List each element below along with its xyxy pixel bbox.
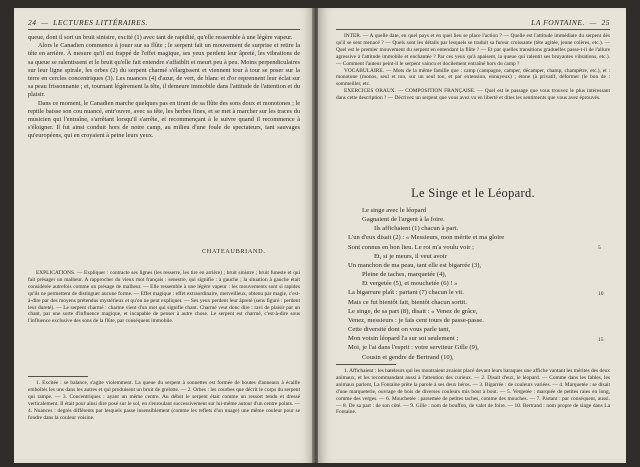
left-footnotes [28,380,300,421]
right-page-number: 25 [601,18,610,27]
poem-line: Cousin et gendre de Bertrand (10), [362,353,454,361]
poem-line: Le singe avec le léopard [362,207,427,214]
right-page [318,8,626,463]
poem-line: Gagnaient de l'argent à la foire. [362,216,445,224]
poem-line: Ils affichaient (1) chacun à part. [374,225,459,233]
left-footnotes-text: 1. Excitée : se balance, s'agite violemment. La queue du serpent à sonnettes est formée de boutes d'anneaux à écaille emboîtés les uns dans les autres et qui produisent un bruit de grelotte. — 2. Orbes : les courbes que décrit le corps du serpent qui rampe. — 3. Concentriques : ayant un même centre. Au début le serpent était comme un ressort tendu et dressé verticalement. Il était pour ainsi dire posé sur le sol, en s'enroulant successivement sur lui-même autour d'un centre points. — 4. Nuances : degrés différents par lesquels passe insensiblement (comme les reflets d'un nuage) une même couleur pour se fondre dans la couleur voisine. [28,380,300,421]
poem-line: Et vergetée (5), et mouchetée (6) ! » [362,280,458,288]
poem-line: Venez, messieurs : je fais cent tours de passe-passe. [348,316,484,324]
left-exercise-text: EXPLICATIONS. — Expliquer : contracte ses lignes (les resserre, les tire en arrière) ; bruit sinistre ; bruit funeste et qui fait présager un malheur. A rapprocher du vieux mot français : senestre, qui signifie : à gauche ; la situation à gauche était considérée autrefois comme un présage de malheur. — Elle ressemble à une légère vapeur : les mouvements sont si rapides qu'ils ne permettent de distinguer aucune forme. — Effet magique : effet extraordinaire, merveilleux, obtenu par magie, c'est-à-dire par des moyens prétendus mystérieux et qu'on ne peut expliquer. — Ses yeux perdent leur âpreté (sens figuré : perdent leur dureté). — Le serpent charmé : charme vient d'un mot qui signifie chant. Charmé veut donc dire : ravi de plaisir par un chant, par une sorte d'influence magique, et incapable de penser à autre chose. Le serpent est charmé, c'est-à-dire sous l'influence exclusive des sons de la flûte, par conséquent immobile. [28,270,300,325]
left-page-number: 24 [28,18,37,27]
right-vocabulary: VOCABULAIRE. — Mots de la même famille que : camp (campagne, camper, décamper, champ, champêtre, etc.), et : monotone (monos, seul et ton, sur un seul ton, et par extension, ennuyeux) ; étone (à privatif, déformer (le bon de : sommeiller, etc. [336,67,610,88]
left-running-title: LECTURES LITTÉRAIRES. [53,18,148,27]
author-signature: CHATEAUBRIAND. [202,248,266,255]
right-footnotes-text: 1. Affichaient : les bateleurs qui les montraient avaient placé devant leurs baraques une affiche vantant les mérites des deux animaux, et les recommandant aussi à l'attention des curieux. — 2. Disait d'eux, le léopard. — Comme dans les fables, les animaux parlent, La Fontaine prête la parole à ses deux héros. — 3. Bigarrée : de couleurs variées. — 4. Marquetée : se disait d'une marqueterie, ouvrage de bois de diverses couleurs mis bout à bout. — 5. Vergetée : marquée de petites raies en long, comme des verges. — 6. Mouchetée : parsemée de petites taches, comme des mouches. — 7. Partant : par conséquent, aussi. — 8. De sa part : de son côté. — 9. Gille : nom de bouffon, de valet de foire. — 10. Bertrand : nom propre de singe dans La Fontaine. [336,368,610,416]
poem-line: Un manchon de ma peau, tant elle est bigarrée (3), [348,261,482,269]
right-footnote-rule [336,364,396,365]
left-footnote-rule [28,376,88,377]
poem-line: Moi, je l'ai dans l'esprit : votre serviteur Gille (9), [348,344,479,352]
poem-line: Le singe, de sa part (8), disait : « Venez de grâce, [348,307,478,315]
right-footnotes [336,368,610,416]
left-exercise-block [28,270,300,325]
poem-line: L'un d'eux disait (2) : « Messieurs, mon mérite et ma gloire [348,234,505,242]
right-intro-block [336,33,610,102]
left-paragraph-3: Dans ce moment, le Canadien marche quelques pas en tirant de sa flûte des sons doux et monotones ; le reptile baisse son cou nuancé, entr'ouvre, avec sa tête, les herbes fines, et se met à marcher sur les traces du musicien qui l'entraîne, s'arrêtant lorsqu'il s'arrête, et recommençant à le suivre quand il recommence à s'éloigner. Il fut ainsi conduit hors de notre camp, au milieu d'une foule de spectateurs, tant sauvages qu'européens, qui en croyaient à peine leurs yeux. [28,99,300,140]
poem-line: Cette diversité dont on vous parle tant, [348,326,450,334]
poem-title: Le Singe et le Léopard. [411,186,535,200]
poem-line: La bigarrure plaît : partant (7) chacun le vit. [348,289,464,297]
right-running-title: LA FONTAINE. [531,18,585,27]
poem-line: Pleine de taches, marquetée (4), [362,271,447,279]
line-number-15: 15 [598,337,604,343]
poem-line: Mais ce fut bientôt fait, bientôt chacun sortit. [348,298,467,306]
poem-line: Mon voisin léopard l'a sur soi seulement ; [348,335,459,343]
left-head-rule [28,29,300,30]
line-number-10: 10 [598,291,604,297]
right-head-rule [336,29,610,30]
right-exercises: EXERCICES ORAUX. — COMPOSITION FRANÇAISE. — Quel est le passage que vous trouvez le plus intéressant dans cette description ? — Décrivez un serpent que vous avez vu en liberté et dites les sentiments que vous avez éprouvés. [336,88,610,102]
poem-body [348,206,610,362]
left-paragraph-1: queue, dont il sort un bruit sinistre, excité (1) avec tant de rapidité, qu'elle ressemble à une légère vapeur. [28,34,293,41]
left-running-head: 24 — LECTURES LITTÉRAIRES. [28,18,148,27]
right-intro-questions: INTER. — A quelle date, en quel pays et en quel lieu se place l'action ? — Quelle est l'attitude immédiate du serpent dès qu'il se sent menacé ? — Quels sont les détails par lesquels se traduit sa fureur croissante (tête agitée, jeune colères, etc.). — Quel est le premier mouvement du serpent en entendant la flûte ? — Et par quelles transitions graduelles passe-t-il de l'allure agressive à l'attitude immobile et enchantée ? Par ces yeux qu'à apaisent, la queue qui ralentit ses bruyantes vibrations, etc.). — Comment l'auteur peint-il le serpent vaincu et docilement entraîné hors du camp ? [336,33,610,67]
right-running-head: LA FONTAINE. — 25 [531,18,610,27]
left-body-text [28,34,300,141]
left-paragraph-2: Alors le Canadien commence à jouer sur sa flûte ; le serpent fait un mouvement de surprise et retire la tête en arrière. À mesure qu'il est frappé de l'effet magique, ses yeux perdent leur âpreté, les vibrations de sa queue se ralentissent et le bruit qu'elle fait entendre s'affaiblit et meurt peu à peu. Moins perpendiculaires sur leur ligne spirale, les orbes (2) du serpent charmé s'élargissent et viennent tour à tour se poser sur la terre en cercles concentriques (3). Les nuances (4) d'azur, de vert, de blanc et d'or reprennent leur éclat sur sa peau frissonnante ; et, tournant légèrement la tête, il demeure immobile dans l'attitude de l'attention et du plaisir. [28,42,300,99]
line-number-5: 5 [598,245,601,251]
left-page [14,8,314,463]
poem-line: Et, si je meurs, il veut avoir [374,252,447,260]
poem-line: Sont connus en bon lieu. Le roi m'a voulu voir ; [348,243,474,251]
